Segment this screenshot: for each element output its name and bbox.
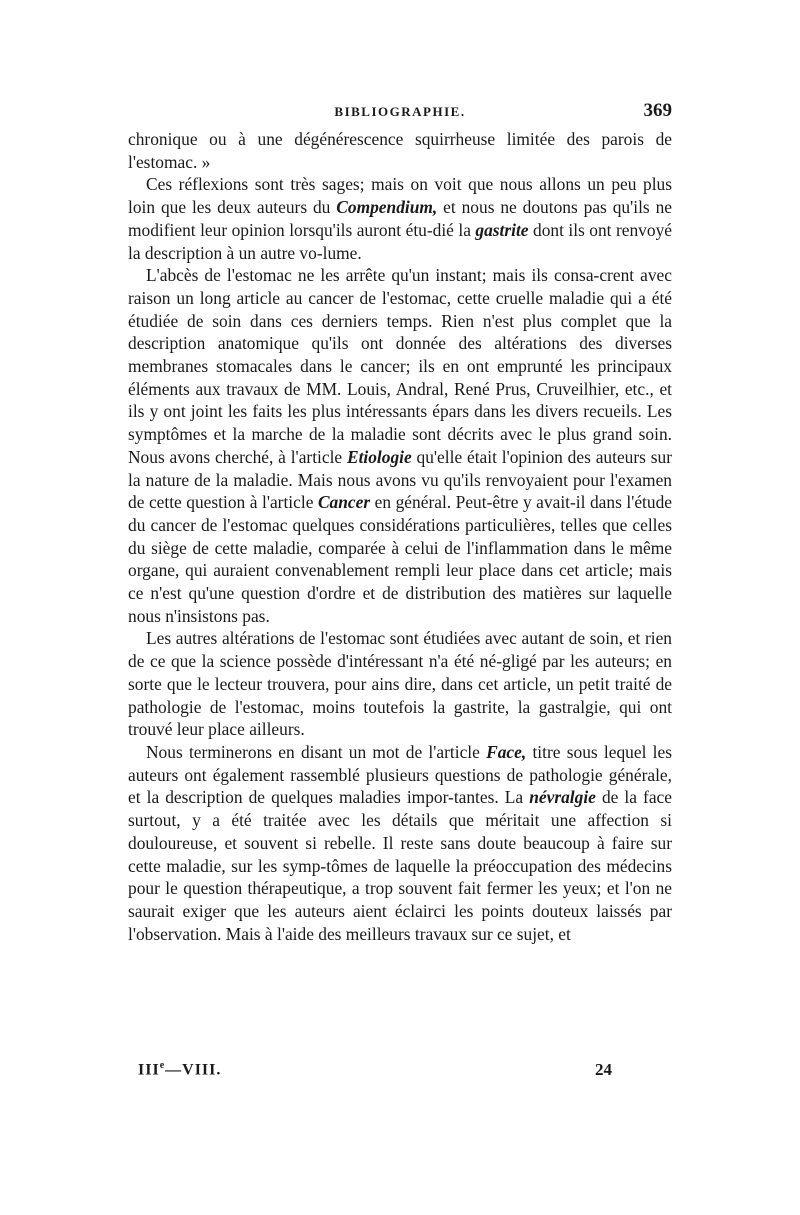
text-run: de la face surtout, y a été traitée avec les détails que méritait une affection si douloureuse, et souvent si rebelle. Il reste sans doute beaucoup à faire sur cette maladie, sur les symp-tômes de laquelle la préoccupation des médecins pour le question thérapeutique, a trop souvent fait fermer les yeux; et l'on ne saurait exiger que les auteurs aient éclairci les points douteux laissés par l'observation. Mais à l'aide des meilleurs travaux sur ce sujet, et [128, 787, 672, 944]
text-run: titre sous lequel les auteurs ont également rassemblé plusieurs questions de pathologie générale, et la description de quelques maladies impor-tantes. La [128, 741, 672, 808]
text-run: et nous ne doutons pas qu'ils ne modifient leur opinion lorsqu'ils auront étu-dié la [128, 197, 672, 240]
text-run: Nous terminerons en disant un mot de l'article [146, 741, 487, 762]
body-text [128, 128, 672, 945]
text-run: L'abcès de l'estomac ne les arrête qu'un instant; mais ils consa-crent avec raison un long article au cancer de l'estomac, cette cruelle maladie qui a été étudiée de soin dans ces derniers temps. Rien n'est plus complet que la description anatomique qu'ils ont donnée des altérations des diverses membranes stomacales dans le cancer; ils en ont emprunté les principaux éléments aux travaux de MM. Louis, Andral, René Prus, Cruveilhier, etc., et ils y ont joint les faits les plus intéressants épars dans les divers recueils. Les symptômes et la marche de la maladie sont décrits avec le plus grand soin. Nous avons cherché, à l'article [128, 265, 672, 467]
italic-term-etiologie: Etiologie [346, 446, 412, 467]
text-run: en général. Peut-être y avait-il dans l'étude du cancer de l'estomac quelques considérations particulières, telles que celles du siège de cette maladie, comparée à celui de l'inflammation dans le même organe, qui auraient convenablement rempli leur place dans cet article; mais ce n'est qu'une question d'ordre et de distribution des matières sur laquelle nous n'insistons pas. [128, 492, 672, 626]
paragraph [128, 264, 672, 627]
paragraph: Les autres altérations de l'estomac sont étudiées avec autant de soin, et rien de ce que la science possède d'intéressant n'a été né-gligé par les auteurs; en sorte que le lecteur trouvera, pour ains dire, dans cet article, un petit traité de pathologie de l'estomac, moins toutefois la gastrite, la gastralgie, qui ont trouvé leur place ailleurs. [128, 628, 672, 740]
paragraph [128, 173, 672, 264]
italic-term-gastrite: gastrite [475, 219, 529, 240]
page-number: 369 [643, 100, 672, 121]
series-mark: III [138, 1061, 160, 1079]
italic-term-cancer: Cancer [317, 492, 371, 513]
sheet-number: 24 [595, 1060, 612, 1079]
italic-term-nevralgie: névralgie [529, 787, 596, 808]
series-superscript: e [159, 1060, 166, 1071]
text-run: qu'elle était l'opinion des auteurs sur la nature de la maladie. Mais nous avons vu qu'ils renvoyaient pour l'examen de cette question à l'article [128, 446, 672, 513]
running-head [128, 100, 672, 128]
signature-line [138, 1060, 612, 1088]
italic-term-face: Face, [486, 741, 527, 762]
paragraph [128, 741, 672, 945]
book-page [128, 100, 672, 1100]
volume-mark: —VIII. [165, 1061, 222, 1079]
text-run: dont ils ont renvoyé la description à un autre vo-lume. [128, 219, 672, 263]
series-signature [138, 1060, 221, 1079]
text-run: Ces réflexions sont très sages; mais on voit que nous allons un peu plus loin que les deux auteurs du [128, 174, 672, 218]
italic-title-compendium: Compendium, [336, 197, 438, 218]
running-title: BIBLIOGRAPHIE. [334, 104, 466, 119]
paragraph-continuation: chronique ou à une dégénérescence squirrheuse limitée des parois de l'estomac. » [128, 129, 672, 172]
